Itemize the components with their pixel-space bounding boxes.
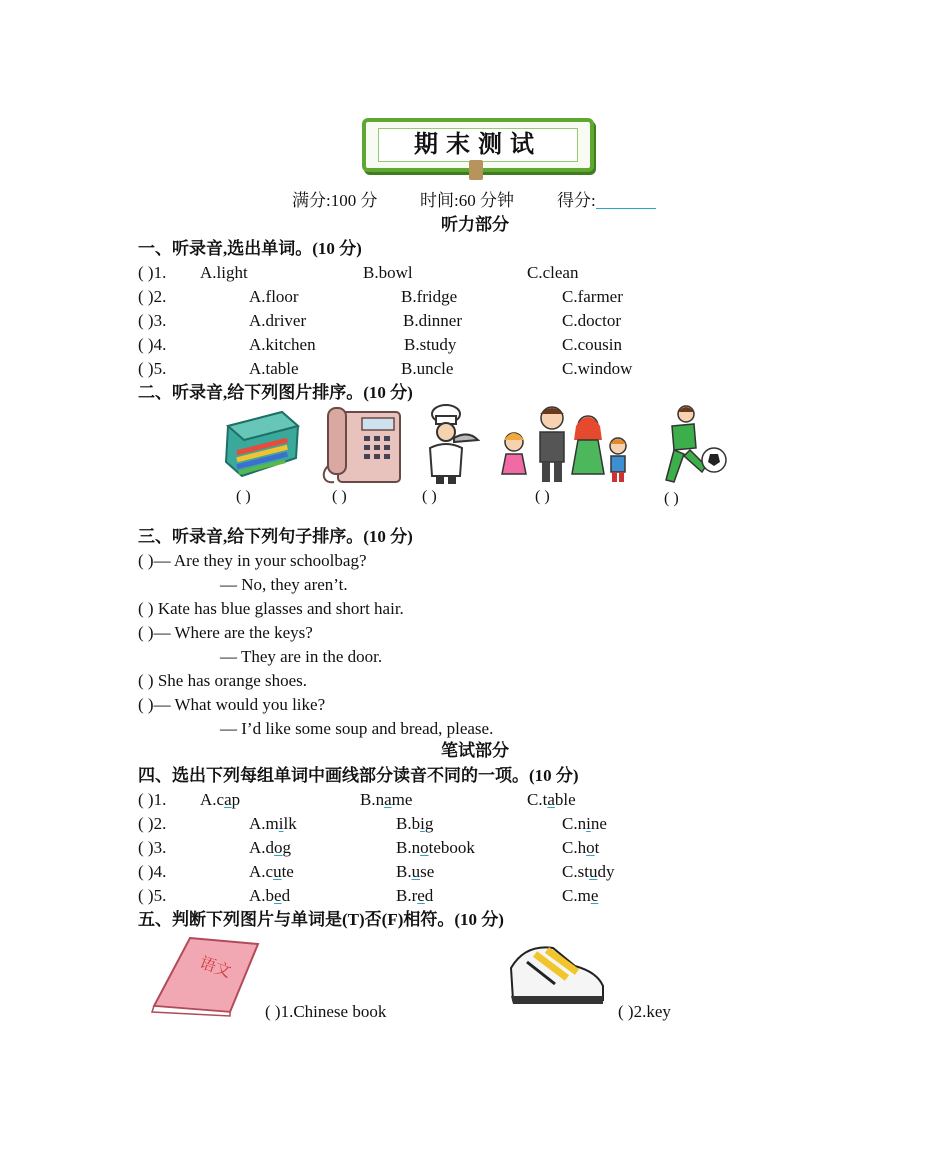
soccer-player-icon [650,404,730,486]
s4-q5-num[interactable]: ( )5. [138,886,167,905]
s4-q4-a: A.cute [249,862,294,881]
family-icon [494,404,634,486]
s4-q2-num[interactable]: ( )2. [138,814,167,833]
s2-heading: 二、听录音,给下列图片排序。(10 分) [138,383,413,402]
s5-item-2[interactable]: ( )2.key [618,1002,671,1021]
s4-q5-b: B.red [396,886,434,905]
writing-heading: 笔试部分 [441,741,509,760]
book-text: 语文 [197,952,234,982]
s2-paren-4[interactable]: ( ) [535,488,550,505]
page-title: 期末测试 [378,128,578,162]
s4-heading: 四、选出下列每组单词中画线部分读音不同的一项。(10 分) [138,766,579,785]
s1-q4-a: A.kitchen [249,335,316,354]
s3-line-3[interactable]: ( ) Kate has blue glasses and short hair. [138,599,404,618]
s4-q1-b: B.name [360,790,413,809]
s1-q1-num[interactable]: ( )1. [138,263,167,282]
s1-q5-b: B.uncle [401,359,454,378]
s1-heading: 一、听录音,选出单词。(10 分) [138,239,362,258]
listening-heading: 听力部分 [441,215,509,234]
score-blank[interactable] [596,192,656,209]
s1-q4-c: C.cousin [562,335,622,354]
s4-q4-b: B.use [396,862,435,881]
s4-q2-a: A.milk [249,814,297,833]
s4-q1-c: C.table [527,790,576,809]
s4-q5-a: A.bed [249,886,291,905]
s1-q3-b: B.dinner [403,311,463,330]
chef-icon [420,404,480,486]
s4-q3-a: A.dog [249,838,292,857]
s2-paren-5[interactable]: ( ) [664,490,679,507]
s2-paren-1[interactable]: ( ) [236,488,251,505]
telephone-icon [318,404,406,486]
s1-q3-c: C.doctor [562,311,622,330]
s3-line-8: — I’d like some soup and bread, please. [220,719,494,738]
s1-q2-a: A.floor [249,287,299,306]
s3-line-5: — They are in the door. [220,647,383,666]
s4-q1-a: A.cap [200,790,241,809]
s4-q5-c: C.me [562,886,599,905]
score-full: 满分:100 分 [292,191,378,210]
score-got [557,190,656,212]
chinese-book-icon [150,936,262,1018]
s3-line-6[interactable]: ( ) She has orange shoes. [138,671,308,690]
s1-q2-c: C.farmer [562,287,623,306]
s1-q1-a: A.light [200,263,248,282]
s2-paren-3[interactable]: ( ) [422,488,437,505]
s1-q2-num[interactable]: ( )2. [138,287,167,306]
banner-post [469,160,483,180]
s4-q2-c: C.nine [562,814,607,833]
pencil-case-icon [222,406,302,484]
s4-q3-b: B.notebook [396,838,475,857]
s4-q3-num[interactable]: ( )3. [138,838,167,857]
sneaker-icon [505,938,609,1014]
s1-q5-a: A.table [249,359,299,378]
s3-line-2: — No, they aren’t. [220,575,348,594]
s4-q3-c: C.hot [562,838,600,857]
s1-q3-num[interactable]: ( )3. [138,311,167,330]
s1-q1-c: C.clean [527,263,579,282]
s1-q3-a: A.driver [249,311,307,330]
s1-q5-num[interactable]: ( )5. [138,359,167,378]
score-got-label: 得分: [557,191,596,210]
s2-paren-2[interactable]: ( ) [332,488,347,505]
s1-q1-b: B.bowl [363,263,413,282]
s4-q2-b: B.big [396,814,434,833]
s4-q4-num[interactable]: ( )4. [138,862,167,881]
s1-q4-b: B.study [404,335,457,354]
s4-q4-c: C.study [562,862,615,881]
s5-item-1[interactable]: ( )1.Chinese book [265,1002,387,1021]
s1-q4-num[interactable]: ( )4. [138,335,167,354]
s3-line-7[interactable]: ( )— What would you like? [138,695,326,714]
s3-line-1[interactable]: ( )— Are they in your schoolbag? [138,551,367,570]
s1-q2-b: B.fridge [401,287,458,306]
s4-q1-num[interactable]: ( )1. [138,790,167,809]
score-time: 时间:60 分钟 [420,191,514,210]
s3-heading: 三、听录音,给下列句子排序。(10 分) [138,527,413,546]
s5-heading: 五、判断下列图片与单词是(T)否(F)相符。(10 分) [138,910,504,929]
s1-q5-c: C.window [562,359,633,378]
s3-line-4[interactable]: ( )— Where are the keys? [138,623,313,642]
